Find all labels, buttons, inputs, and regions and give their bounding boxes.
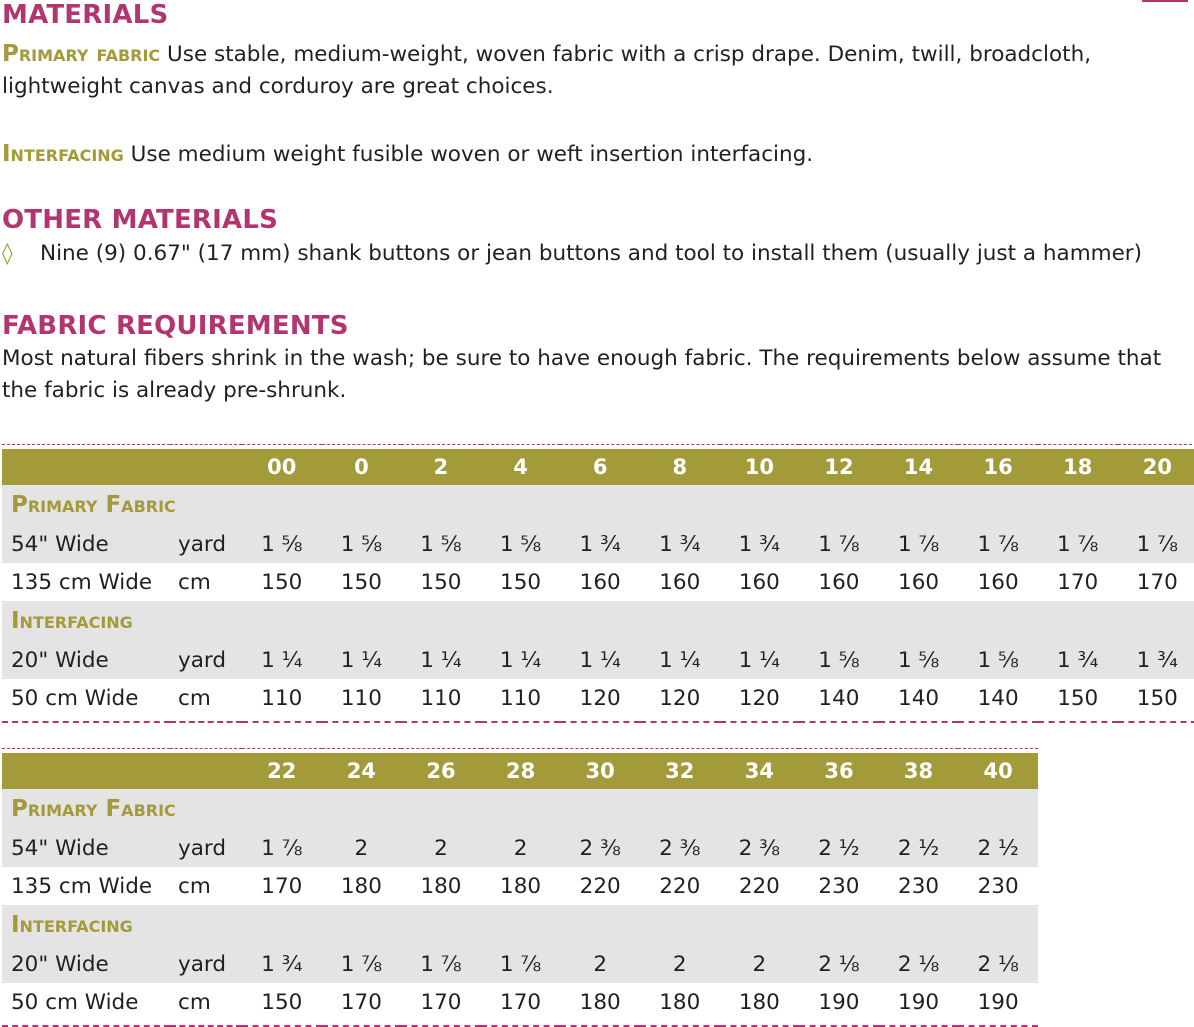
amount-cell: 1 ¾	[242, 945, 322, 983]
amount-cell: 1 ¼	[560, 641, 640, 679]
amount-cell: 2 ⅜	[560, 829, 640, 867]
table-row	[2, 945, 1038, 983]
row-width-label: 54" Wide	[2, 829, 170, 867]
amount-cell: 2 ½	[879, 829, 959, 867]
amount-cell: 120	[579, 685, 621, 711]
amount-cell: 1 ¼	[322, 641, 402, 679]
row-width-label: 135 cm Wide	[11, 569, 153, 595]
amount-cell: 1 ⅝	[958, 641, 1038, 679]
size-header-cell: 16	[958, 449, 1038, 485]
amount-cell: 190	[898, 989, 940, 1015]
size-header-cell: 28	[481, 753, 561, 789]
amount-cell: 180	[420, 873, 462, 899]
amount-cell: 2	[560, 945, 640, 983]
fabric-requirements-heading: FABRIC REQUIREMENTS	[2, 311, 349, 341]
interfacing-text: Use medium weight fusible woven or weft insertion interfacing.	[123, 142, 814, 167]
fabric-table-sizes-00-20	[2, 444, 1194, 723]
amount-cell: 1 ⅞	[322, 945, 402, 983]
size-header-blank	[170, 449, 242, 485]
amount-cell: 2	[640, 945, 720, 983]
amount-cell: 150	[261, 989, 303, 1015]
amount-cell: 1 ¾	[720, 525, 800, 563]
size-header-blank	[2, 753, 170, 789]
size-header-cell: 34	[720, 753, 800, 789]
amount-cell: 220	[579, 873, 621, 899]
interfacing-term: Interfacing	[2, 141, 124, 167]
amount-cell: 180	[340, 873, 382, 899]
other-materials-item-text: Nine (9) 0.67" (17 mm) shank buttons or jean buttons and tool to install them (usually just a hammer)	[40, 241, 1143, 266]
size-header-cell: 40	[958, 753, 1038, 789]
amount-cell: 160	[659, 569, 701, 595]
amount-cell: 150	[500, 569, 542, 595]
amount-cell: 170	[1136, 569, 1178, 595]
amount-cell: 120	[659, 685, 701, 711]
amount-cell: 150	[420, 569, 462, 595]
size-header-row	[2, 449, 1194, 485]
amount-cell: 160	[738, 569, 780, 595]
amount-cell: 160	[898, 569, 940, 595]
row-unit: cm	[178, 873, 211, 899]
section-title: Interfacing	[2, 905, 1038, 945]
section-title: Primary Fabric	[2, 789, 1038, 829]
amount-cell: 170	[420, 989, 462, 1015]
amount-cell: 170	[340, 989, 382, 1015]
amount-cell: 1 ¼	[242, 641, 322, 679]
amount-cell: 120	[738, 685, 780, 711]
amount-cell: 1 ¾	[560, 525, 640, 563]
amount-cell: 2	[322, 829, 402, 867]
size-header-cell: 14	[879, 449, 959, 485]
amount-cell: 150	[1057, 685, 1099, 711]
table-row	[2, 983, 1038, 1021]
other-materials-item	[2, 238, 1142, 270]
primary-fabric-text: Use stable, medium-weight, woven fabric with a crisp drape. Denim, twill, broadcloth, lightweight canvas and corduroy are great choices.	[2, 42, 1092, 99]
size-header-cell: 20	[1118, 449, 1194, 485]
size-header-cell: 12	[799, 449, 879, 485]
size-header-cell: 8	[640, 449, 720, 485]
amount-cell: 110	[261, 685, 303, 711]
amount-cell: 1 ⅝	[401, 525, 481, 563]
amount-cell: 1 ⅞	[958, 525, 1038, 563]
amount-cell: 220	[738, 873, 780, 899]
size-header-cell: 36	[799, 753, 879, 789]
amount-cell: 140	[898, 685, 940, 711]
amount-cell: 1 ¼	[481, 641, 561, 679]
amount-cell: 190	[977, 989, 1019, 1015]
amount-cell: 1 ⅞	[242, 829, 322, 867]
amount-cell: 230	[818, 873, 860, 899]
size-header-cell: 30	[560, 753, 640, 789]
amount-cell: 170	[1057, 569, 1099, 595]
amount-cell: 1 ¼	[720, 641, 800, 679]
other-materials-heading: OTHER MATERIALS	[2, 205, 279, 235]
row-width-label: 50 cm Wide	[11, 685, 139, 711]
amount-cell: 1 ⅝	[242, 525, 322, 563]
amount-cell: 180	[500, 873, 542, 899]
amount-cell: 2 ⅜	[640, 829, 720, 867]
amount-cell: 2 ⅜	[720, 829, 800, 867]
amount-cell: 170	[261, 873, 303, 899]
amount-cell: 150	[1136, 685, 1178, 711]
amount-cell: 110	[340, 685, 382, 711]
amount-cell: 1 ¾	[1118, 641, 1194, 679]
amount-cell: 170	[500, 989, 542, 1015]
amount-cell: 1 ⅝	[879, 641, 959, 679]
table-bottom-border	[2, 717, 1194, 722]
amount-cell: 160	[818, 569, 860, 595]
row-width-label: 20" Wide	[2, 945, 170, 983]
primary-fabric-term: Primary fabric	[2, 41, 161, 67]
amount-cell: 1 ⅞	[1118, 525, 1194, 563]
amount-cell: 140	[977, 685, 1019, 711]
amount-cell: 2	[401, 829, 481, 867]
table-row	[2, 867, 1038, 905]
amount-cell: 2 ⅛	[799, 945, 879, 983]
corner-rule	[1142, 0, 1188, 2]
size-header-cell: 6	[560, 449, 640, 485]
amount-cell: 1 ⅝	[799, 641, 879, 679]
amount-cell: 1 ¼	[401, 641, 481, 679]
amount-cell: 1 ⅞	[879, 525, 959, 563]
interfacing-paragraph	[2, 138, 1187, 171]
primary-fabric-paragraph	[2, 38, 1187, 103]
table-row	[2, 641, 1194, 679]
amount-cell: 1 ⅝	[481, 525, 561, 563]
row-width-label: 54" Wide	[2, 525, 170, 563]
table-row	[2, 829, 1038, 867]
table-row	[2, 563, 1194, 601]
size-header-cell: 26	[401, 753, 481, 789]
amount-cell: 2	[481, 829, 561, 867]
amount-cell: 180	[659, 989, 701, 1015]
amount-cell: 1 ⅝	[322, 525, 402, 563]
fabric-table-sizes-22-40	[2, 748, 1038, 1027]
amount-cell: 1 ¼	[640, 641, 720, 679]
section-title: Primary Fabric	[2, 485, 1194, 525]
size-header-blank	[2, 449, 170, 485]
section-row	[2, 485, 1194, 525]
size-header-cell: 00	[242, 449, 322, 485]
amount-cell: 110	[500, 685, 542, 711]
materials-heading: MATERIALS	[2, 0, 169, 30]
amount-cell: 2 ½	[958, 829, 1038, 867]
table-row	[2, 525, 1194, 563]
row-width-label: 20" Wide	[2, 641, 170, 679]
amount-cell: 230	[898, 873, 940, 899]
amount-cell: 180	[738, 989, 780, 1015]
table-row	[2, 679, 1194, 717]
amount-cell: 190	[818, 989, 860, 1015]
size-header-cell: 24	[322, 753, 402, 789]
size-header-cell: 2	[401, 449, 481, 485]
amount-cell: 2	[720, 945, 800, 983]
amount-cell: 110	[420, 685, 462, 711]
size-header-cell: 22	[242, 753, 322, 789]
row-unit: cm	[178, 989, 211, 1015]
row-width-label: 135 cm Wide	[11, 873, 153, 899]
amount-cell: 150	[340, 569, 382, 595]
amount-cell: 160	[977, 569, 1019, 595]
table-bottom-border	[2, 1021, 1038, 1026]
diamond-bullet-icon: ◊	[2, 241, 13, 266]
amount-cell: 220	[659, 873, 701, 899]
size-header-cell: 0	[322, 449, 402, 485]
amount-cell: 160	[579, 569, 621, 595]
amount-cell: 1 ¾	[640, 525, 720, 563]
row-width-label: 50 cm Wide	[11, 989, 139, 1015]
size-header-blank	[170, 753, 242, 789]
amount-cell: 2 ½	[799, 829, 879, 867]
row-unit: yard	[170, 945, 242, 983]
section-title: Interfacing	[2, 601, 1194, 641]
size-header-cell: 10	[720, 449, 800, 485]
section-row	[2, 905, 1038, 945]
amount-cell: 150	[261, 569, 303, 595]
amount-cell: 180	[579, 989, 621, 1015]
size-header-cell: 4	[481, 449, 561, 485]
row-unit: cm	[178, 569, 211, 595]
row-unit: yard	[170, 641, 242, 679]
size-header-row	[2, 753, 1038, 789]
size-header-cell: 18	[1038, 449, 1118, 485]
row-unit: yard	[170, 829, 242, 867]
amount-cell: 140	[818, 685, 860, 711]
size-header-cell: 32	[640, 753, 720, 789]
amount-cell: 2 ⅛	[958, 945, 1038, 983]
amount-cell: 1 ⅞	[401, 945, 481, 983]
amount-cell: 1 ⅞	[1038, 525, 1118, 563]
amount-cell: 2 ⅛	[879, 945, 959, 983]
amount-cell: 1 ¾	[1038, 641, 1118, 679]
fabric-requirements-intro: Most natural fibers shrink in the wash; be sure to have enough fabric. The requirements below assume that the fabric is already pre-shrunk.	[2, 346, 1162, 403]
section-row	[2, 789, 1038, 829]
amount-cell: 1 ⅞	[799, 525, 879, 563]
amount-cell: 230	[977, 873, 1019, 899]
row-unit: yard	[170, 525, 242, 563]
size-header-cell: 38	[879, 753, 959, 789]
amount-cell: 1 ⅞	[481, 945, 561, 983]
row-unit: cm	[178, 685, 211, 711]
section-row	[2, 601, 1194, 641]
